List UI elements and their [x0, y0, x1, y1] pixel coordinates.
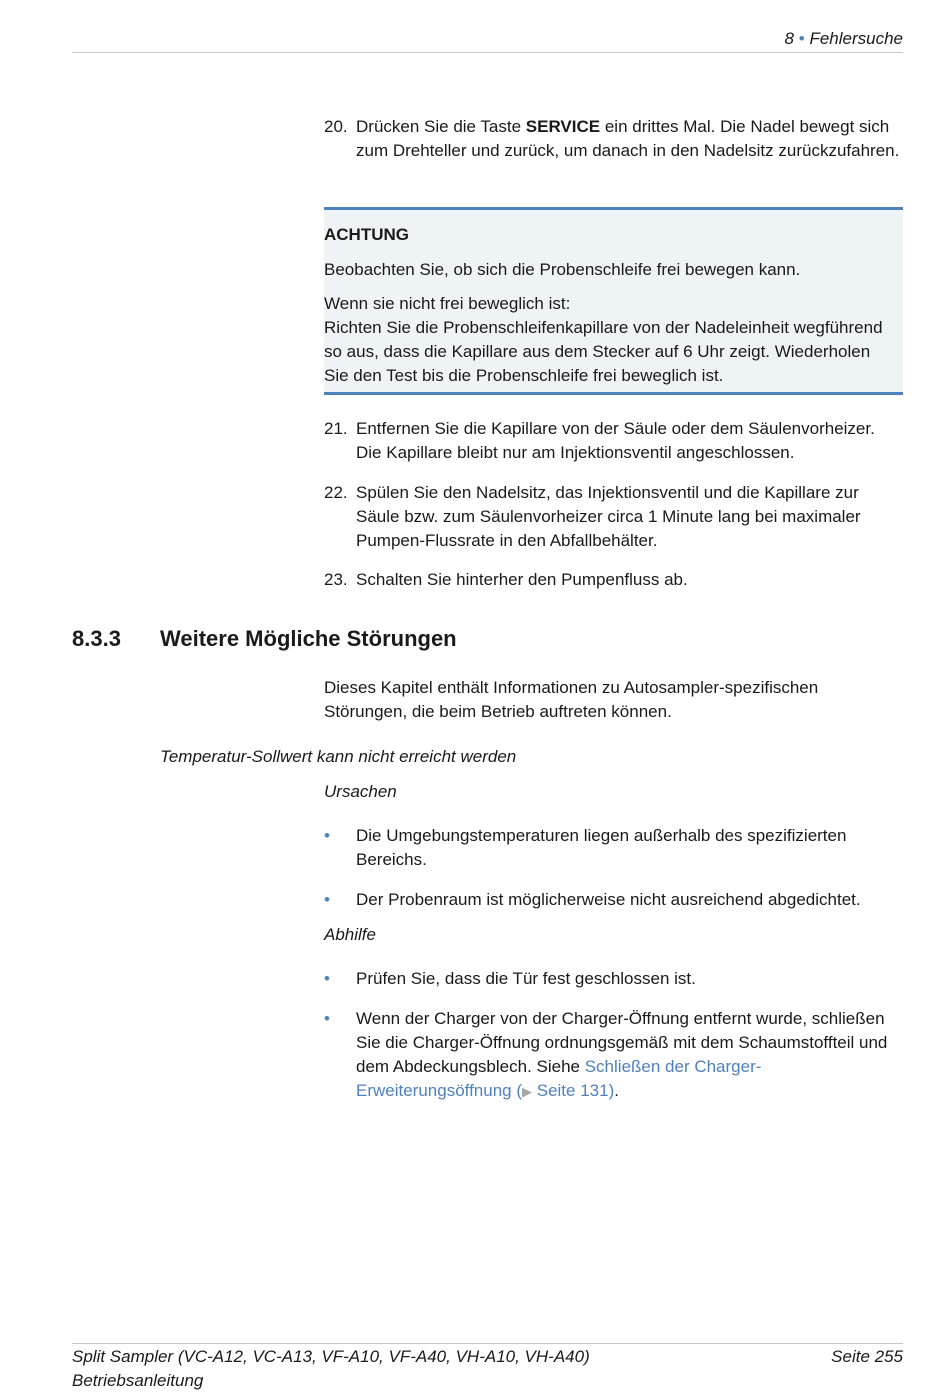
step-20: [324, 115, 904, 163]
remedy-text: [356, 1007, 904, 1104]
step-number: 22.: [324, 483, 348, 502]
footer-left: [72, 1345, 590, 1393]
header-chapter-number: 8: [784, 29, 795, 48]
step-number: 20.: [324, 117, 348, 136]
remedy-item: [324, 967, 904, 991]
footer-page-number: Seite 255: [831, 1347, 903, 1366]
caution-instruction: Richten Sie die Probenschleifenkapillare von der Nadeleinheit wegführend so aus, dass die Kapillare aus dem Stecker auf 6 Uhr zeigt. Wiederholen Sie den Test bis die Probenschleife frei beweglich ist.: [324, 318, 883, 385]
service-key-label: SERVICE: [525, 117, 601, 136]
footer-product: Split Sampler (VC-A12, VC-A13, VF-A10, VF-A40, VH-A10, VH-A40): [72, 1347, 590, 1366]
caution-box: [324, 207, 903, 395]
step-text: [356, 115, 904, 163]
step-23: [324, 568, 904, 592]
step-text-post: ein drittes Mal. Die Nadel bewegt sich zum Drehteller und zurück, um danach in den Nadelsitz zurückzufahren.: [356, 117, 900, 160]
step-21: [324, 417, 904, 465]
section-number: 8.3.3: [72, 626, 121, 651]
remedy-label: Abhilfe: [324, 925, 376, 944]
page-footer: [72, 1343, 903, 1390]
caution-condition: Wenn sie nicht frei beweglich ist:: [324, 294, 571, 313]
page-reference-arrow-icon: ▶: [522, 1084, 533, 1099]
step-number: 23.: [324, 570, 348, 589]
cause-text: Die Umgebungstemperaturen liegen außerhalb des spezifizierten Bereichs.: [356, 826, 847, 869]
page-header: [72, 28, 903, 53]
step-text: Entfernen Sie die Kapillare von der Säule oder dem Säulenvorheizer. Die Kapillare bleibt nur am Injektionsventil angeschlossen.: [356, 419, 875, 462]
header-separator: •: [798, 29, 805, 48]
step-text-pre: Drücken Sie die Taste: [356, 117, 526, 136]
step-text: Spülen Sie den Nadelsitz, das Injektionsventil und die Kapillare zur Säule bzw. zum Säulenvorheizer circa 1 Minute lang bei maximaler Pumpen-Flussrate in den Abfallbehälter.: [356, 483, 861, 550]
header-chapter-title: Fehlersuche: [809, 29, 903, 48]
remedy-item: [324, 1007, 904, 1104]
cause-item: [324, 888, 904, 912]
step-22: [324, 481, 904, 553]
bullet-icon: •: [324, 969, 330, 988]
cause-text: Der Probenraum ist möglicherweise nicht ausreichend abgedichtet.: [356, 890, 861, 909]
causes-label: Ursachen: [324, 782, 397, 801]
step-text: Schalten Sie hinterher den Pumpenfluss ab.: [356, 570, 688, 589]
cause-item: [324, 824, 904, 872]
remedy-text-end: .: [614, 1081, 619, 1100]
remedy-text-body: Wenn der Charger von der Charger-Öffnung entfernt wurde, schließen Sie die Charger-Öffnung ordnungsgemäß mit dem Schaumstoffteil und dem Abdeckungsblech. Siehe: [356, 1009, 888, 1076]
link-label: Schließen der Charger-Erweiterungsöffnung (: [356, 1057, 762, 1100]
caution-line-1: Beobachten Sie, ob sich die Probenschleife frei bewegen kann.: [324, 260, 801, 279]
remedy-text: Prüfen Sie, dass die Tür fest geschlossen ist.: [356, 969, 696, 988]
step-number: 21.: [324, 419, 348, 438]
caution-line-2: [324, 292, 899, 388]
section-title: Weitere Mögliche Störungen: [160, 626, 457, 651]
bullet-icon: •: [324, 1009, 330, 1028]
problem-title: Temperatur-Sollwert kann nicht erreicht werden: [160, 747, 517, 766]
section-intro: Dieses Kapitel enthält Informationen zu Autosampler-spezifischen Störungen, die beim Betrieb auftreten können.: [324, 678, 819, 721]
link-page: Seite 131): [532, 1081, 615, 1100]
footer-doc-type: Betriebsanleitung: [72, 1371, 204, 1390]
bullet-icon: •: [324, 826, 330, 845]
bullet-icon: •: [324, 890, 330, 909]
caution-title: ACHTUNG: [324, 225, 409, 244]
